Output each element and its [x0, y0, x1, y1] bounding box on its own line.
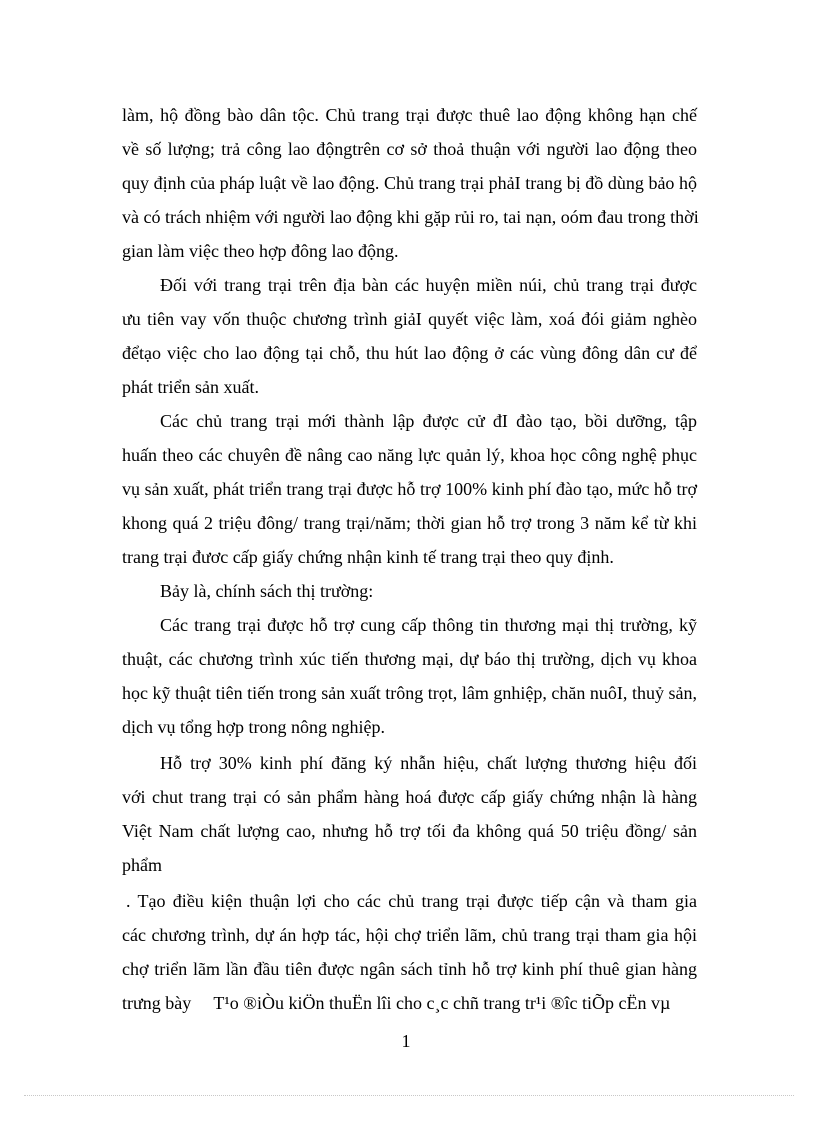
text-line: đểtạo việc cho lao động tại chỗ, thu hút lao động ở các vùng đông dân cư để [122, 343, 697, 363]
text-line: . Tạo điều kiện thuận lợi cho các chủ trang trại được tiếp cận và tham gia [126, 891, 697, 911]
text-line: phát triển sản xuất. [122, 377, 259, 397]
text-line: Các chủ trang trại mới thành lập được cử đI đào tạo, bồi dưỡng, tập [160, 411, 697, 431]
text-line: gian làm việc theo hợp đông lao động. [122, 241, 399, 261]
text-line: các chương trình, dự án hợp tác, hội chợ triển lãm, chủ trang trại tham gia hội [122, 925, 697, 945]
section-heading: Bảy là, chính sách thị trường: [160, 581, 374, 601]
page-number [0, 1030, 816, 1052]
text-line: chợ triển lãm lần đầu tiên được ngân sách tỉnh hỗ trợ kinh phí thuê gian hàng [122, 959, 697, 979]
page-bottom-rule [24, 1095, 794, 1096]
text-line: ưu tiên vay vốn thuộc chương trình giảI quyết việc làm, xoá đói giảm nghèo [122, 309, 697, 329]
text-line: trưng bày T¹o ®iÒu kiÖn thuËn lîi cho c¸c chñ trang tr¹i ®îc tiÕp cËn vµ [122, 993, 671, 1013]
text-line: thuật, các chương trình xúc tiến thương mại, dự báo thị trường, dịch vụ khoa [122, 649, 697, 669]
text-line: Hỗ trợ 30% kinh phí đăng ký nhẫn hiệu, chất lượng thương hiệu đối [160, 753, 697, 773]
page-number-label: 1 [401, 1031, 411, 1051]
text-line: về số lượng; trả công lao độngtrên cơ sở thoả thuận với người lao động theo [122, 139, 697, 159]
text-line: làm, hộ đồng bào dân tộc. Chủ trang trại được thuê lao động không hạn chế [122, 105, 697, 125]
text-line: vụ sản xuất, phát triển trang trại được hỗ trợ 100% kinh phí đào tạo, mức hỗ trợ [122, 479, 697, 499]
text-line: huấn theo các chuyên đề nâng cao năng lực quản lý, khoa học công nghệ phục [122, 445, 697, 465]
text-line: và có trách nhiệm với người lao động khi gặp rủi ro, tai nạn, oóm đau trong thời [122, 207, 699, 227]
text-line: với chut trang trại có sản phẩm hàng hoá được cấp giấy chứng nhận là hàng [122, 787, 697, 807]
text-line: học kỹ thuật tiên tiến trong sản xuất trông trọt, lâm gnhiệp, chăn nuôI, thuỷ sản, [122, 683, 697, 703]
text-line: trang trại đươc cấp giấy chứng nhận kinh tế trang trại theo quy định. [122, 547, 614, 567]
text-line: Các trang trại được hỗ trợ cung cấp thông tin thương mại thị trường, kỹ [160, 615, 697, 635]
text-line: Đối với trang trại trên địa bàn các huyện miền núi, chủ trang trại được [160, 275, 697, 295]
text-line: khong quá 2 triệu đông/ trang trại/năm; thời gian hỗ trợ trong 3 năm kể từ khi [122, 513, 697, 533]
text-line: phẩm [122, 855, 162, 875]
text-line: quy định của pháp luật về lao động. Chủ trang trại phảI trang bị đồ dùng bảo hộ [122, 173, 697, 193]
text-line: dịch vụ tổng hợp trong nông nghiệp. [122, 717, 385, 737]
text-line: Việt Nam chất lượng cao, nhưng hỗ trợ tối đa không quá 50 triệu đồng/ sản [122, 821, 697, 841]
